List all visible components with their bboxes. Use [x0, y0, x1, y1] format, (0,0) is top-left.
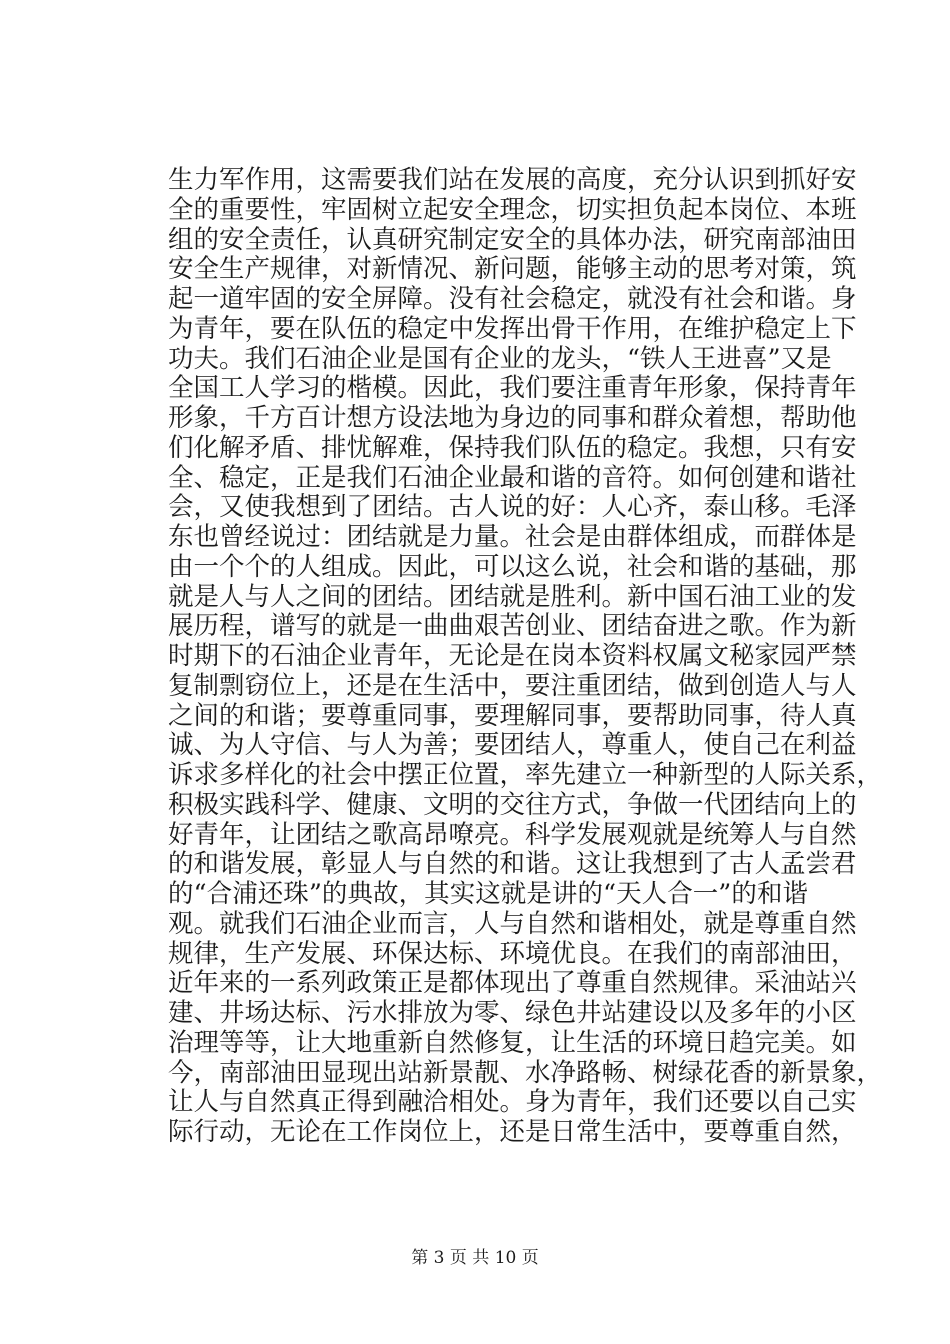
- text-line: 诚、为人守信、与人为善；要团结人，尊重人，使自己在利益: [168, 730, 857, 761]
- text-line: 会，又使我想到了团结。古人说的好：人心齐，泰山移。毛泽: [168, 492, 857, 523]
- text-line: 的和谐发展，彰显人与自然的和谐。这让我想到了古人孟尝君: [168, 849, 857, 880]
- text-line: 功夫。我们石油企业是国有企业的龙头，“铁人王进喜”又是: [168, 343, 832, 374]
- text-line: 今，南部油田显现出站新景靓、水净路畅、树绿花香的新景象，: [168, 1057, 883, 1088]
- text-line: 展历程，谱写的就是一曲曲艰苦创业、团结奋进之歌。作为新: [168, 611, 857, 642]
- text-line: 积极实践科学、健康、文明的交往方式，争做一代团结向上的: [168, 789, 857, 820]
- text-line: 诉求多样化的社会中摆正位置，率先建立一种新型的人际关系，: [168, 760, 883, 790]
- text-line: 全的重要性，牢固树立起安全理念，切实担负起本岗位、本班: [168, 194, 857, 225]
- text-line: 治理等等，让大地重新自然修复，让生活的环境日趋完美。如: [168, 1027, 857, 1058]
- text-line: 起一道牢固的安全屏障。没有社会稳定，就没有社会和谐。身: [168, 284, 857, 314]
- text-line: 规律，生产发展、环保达标、环境优良。在我们的南部油田，: [168, 938, 857, 969]
- text-line: 全国工人学习的楷模。因此，我们要注重青年形象，保持青年: [168, 373, 857, 404]
- text-line: 由一个个的人组成。因此，可以这么说，社会和谐的基础，那: [168, 551, 857, 582]
- text-line: 形象，千方百计想方设法地为身边的同事和群众着想，帮助他: [168, 403, 857, 433]
- text-line: 组的安全责任，认真研究制定安全的具体办法，研究南部油田: [168, 224, 857, 255]
- text-line: 让人与自然真正得到融洽相处。身为青年，我们还要以自己实: [168, 1087, 857, 1118]
- text-line: 为青年，要在队伍的稳定中发挥出骨干作用，在维护稳定上下: [168, 313, 857, 344]
- text-line: 之间的和谐；要尊重同事，要理解同事，要帮助同事，待人真: [168, 700, 857, 731]
- text-line: 观。就我们石油企业而言，人与自然和谐相处，就是尊重自然: [168, 908, 857, 939]
- text-line: 际行动，无论在工作岗位上，还是日常生活中，要尊重自然，: [168, 1117, 857, 1147]
- text-line: 好青年，让团结之歌高昂嘹亮。科学发展观就是统筹人与自然: [168, 819, 857, 850]
- text-line: 安全生产规律，对新情况、新问题，能够主动的思考对策，筑: [168, 254, 857, 285]
- text-line: 就是人与人之间的团结。团结就是胜利。新中国石油工业的发: [168, 581, 857, 612]
- text-line: 的“合浦还珠”的典故，其实这就是讲的“天人合一”的和谐: [168, 879, 808, 909]
- text-line: 全、稳定，正是我们石油企业最和谐的音符。如何创建和谐社: [168, 462, 857, 493]
- text-line: 时期下的石油企业青年，无论是在岗本资料权属文秘家园严禁: [168, 641, 857, 671]
- text-line: 近年来的一系列政策正是都体现出了尊重自然规律。采油站兴: [168, 968, 857, 999]
- text-line: 复制剽窃位上，还是在生活中，要注重团结，做到创造人与人: [168, 670, 857, 701]
- text-line: 东也曾经说过：团结就是力量。社会是由群体组成，而群体是: [168, 522, 857, 552]
- text-line: 建、井场达标、污水排放为零、绿色井站建设以及多年的小区: [168, 998, 857, 1028]
- page-footer: 第 3 页 共 10 页: [411, 1248, 539, 1268]
- body-text: [168, 165, 883, 1148]
- text-line: 生力军作用，这需要我们站在发展的高度，充分认识到抓好安: [168, 165, 857, 195]
- text-line: 们化解矛盾、排忧解难，保持我们队伍的稳定。我想，只有安: [168, 432, 857, 463]
